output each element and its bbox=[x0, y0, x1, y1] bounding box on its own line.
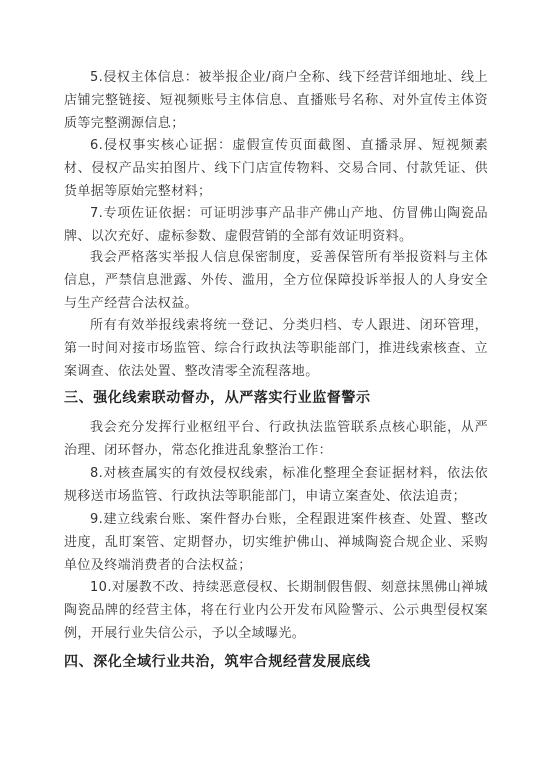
section-4-heading: 四、深化全域行业共治，筑牢合规经营发展底线 bbox=[64, 654, 371, 670]
paragraph-closed-loop: 所有有效举报线索将统一登记、分类归档、专人跟进、闭环管理，第一时间对接市场监管、综合行政执法等职能部门，推进线索核查、立案调查、依法处置、整改清零全流程落地。 bbox=[64, 318, 488, 379]
paragraph-6-core-evidence: 6.侵权事实核心证据：虚假宣传页面截图、直播录屏、短视频素材、侵权产品实拍图片、线下门店宣传物料、交易合同、付款凭证、供货单据等原始完整材料； bbox=[64, 138, 488, 199]
paragraph-10-exposure: 10.对屡教不改、持续恶意侵权、长期制假售假、刻意抹黑佛山禅城陶瓷品牌的经营主体，将在行业内公开发布风险警示、公示典型侵权案例，开展行业失信公示，予以全域曝光。 bbox=[64, 580, 488, 641]
paragraph-confidentiality: 我会严格落实举报人信息保密制度，妥善保管所有举报资料与主体信息，严禁信息泄露、外传、滥用，全方位保障投诉举报人的人身安全与生产经营合法权益。 bbox=[64, 250, 488, 311]
paragraph-9-ledger: 9.建立线索台账、案件督办台账，全程跟进案件核查、处置、整改进度，乱盯案管、定期督办，切实维护佛山、禅城陶瓷合规企业、采购单位及终端消费者的合法权益； bbox=[64, 512, 488, 573]
paragraph-8-transfer: 8.对核查属实的有效侵权线索，标准化整理全套证据材料，依法依规移送市场监管、行政执法等职能部门，申请立案查处、依法追责； bbox=[64, 466, 488, 504]
paragraph-section3-intro: 我会充分发挥行业枢纽平台、行政执法监管联系点核心职能，从严治理、闭环督办，常态化推进乱象整治工作： bbox=[64, 420, 488, 458]
section-3-heading: 三、强化线索联动督办，从严落实行业监督警示 bbox=[64, 390, 371, 406]
paragraph-5-subject-info: 5.侵权主体信息：被举报企业/商户全称、线下经营详细地址、线上店铺完整链接、短视频账号主体信息、直播账号名称、对外宣传主体资质等完整溯源信息； bbox=[64, 70, 488, 131]
paragraph-7-supporting-basis: 7.专项佐证依据：可证明涉事产品非产佛山产地、仿冒佛山陶瓷品牌、以次充好、虚标参数、虚假营销的全部有效证明资料。 bbox=[64, 206, 488, 244]
